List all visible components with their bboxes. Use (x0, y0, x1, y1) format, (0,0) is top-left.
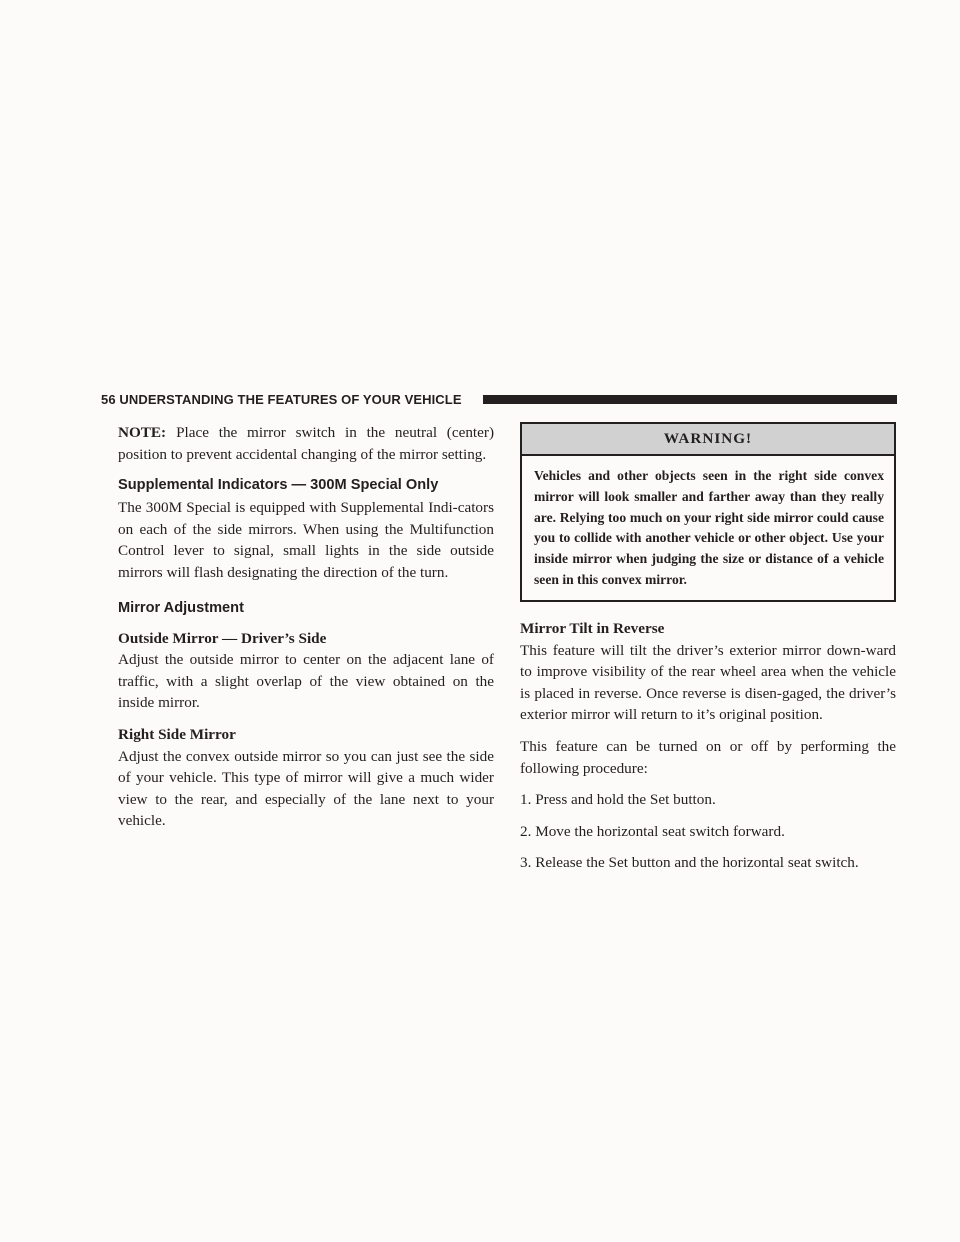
outside-mirror-text: Adjust the outside mirror to center on the adjacent lane of traffic, with a slight overlap of the view obtained on the inside mirror. (118, 651, 494, 712)
page-number: 56 (101, 392, 116, 407)
note-text: Place the mirror switch in the neutral (center) position to prevent accidental changing of the mirror setting. (118, 424, 494, 463)
warning-title: WARNING! (522, 424, 894, 456)
mirror-adjustment-heading: Mirror Adjustment (118, 599, 244, 616)
note-paragraph (118, 422, 494, 465)
supplemental-text: The 300M Special is equipped with Supplemental Indi-cators on each of the side mirrors. When using the Multifunction Control lever to signal, small lights in the side outside mirrors will flash designating the direction of the turn. (118, 499, 494, 581)
tilt-heading: Mirror Tilt in Reverse (520, 620, 665, 637)
procedure-intro: This feature can be turned on or off by performing the following procedure: (520, 737, 896, 777)
supplemental-heading: Supplemental Indicators — 300M Special Only (118, 477, 439, 494)
step-3: 3. Release the Set button and the horizontal seat switch. (520, 854, 859, 872)
note-label: NOTE: (118, 424, 167, 441)
left-column (118, 422, 494, 832)
step-2: 2. Move the horizontal seat switch forward. (520, 822, 785, 840)
outside-mirror-heading: Outside Mirror — Driver’s Side (118, 629, 327, 647)
warning-box (520, 422, 896, 602)
right-column (520, 422, 896, 874)
right-mirror-heading: Right Side Mirror (118, 725, 236, 743)
step-1: 1. Press and hold the Set button. (520, 791, 716, 809)
tilt-text: This feature will tilt the driver’s exterior mirror down-ward to improve visibility of the rear wheel area when the vehicle is placed in reverse. Once reverse is disen-gaged, the driver’s exterior mirror will return to it’s original position. (520, 641, 896, 724)
page-header-text (101, 391, 462, 409)
right-mirror-text: Adjust the convex outside mirror so you can just see the side of your vehicle. This type of mirror will give a much wider view to the rear, and especially of the lane next to your vehicle. (118, 747, 494, 830)
warning-text: Vehicles and other objects seen in the right side convex mirror will look smaller and farther away than they really are. Relying too much on your right side mirror could cause you to collide with another vehicle or other object. Use your inside mirror when judging the size or distance of a vehicle seen in this convex mirror. (534, 468, 884, 587)
page-header (101, 391, 897, 409)
header-rule (483, 395, 897, 404)
section-title: UNDERSTANDING THE FEATURES OF YOUR VEHICLE (119, 392, 462, 407)
